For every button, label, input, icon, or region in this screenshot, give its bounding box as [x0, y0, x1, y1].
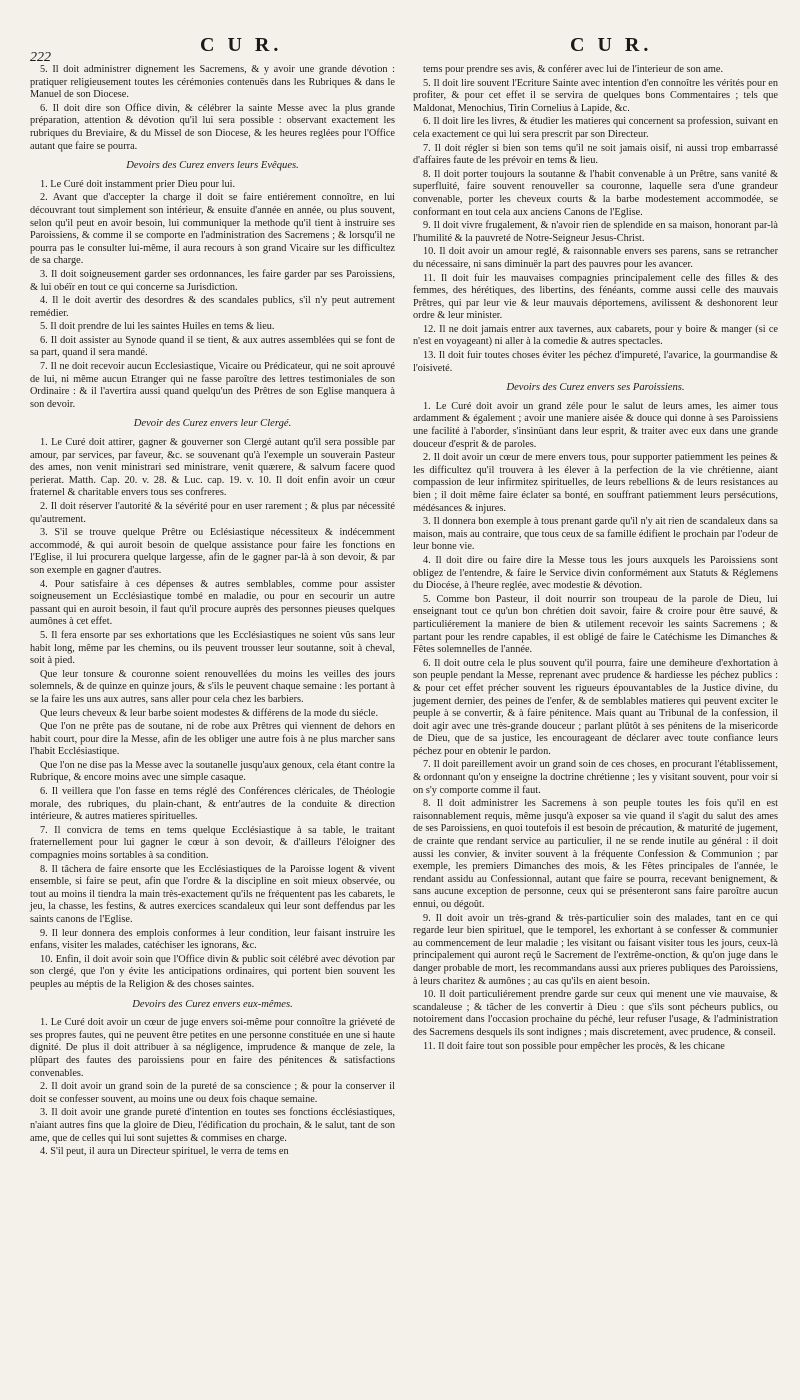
paragraph: 3. S'il se trouve quelque Prêtre ou Eclésiastique nécessiteux & indécemment accommodé, & qui auroit besoin de quelque assistance pour faire les fonctions en l'Eglise, il lui procurera quelque largesse, afin de le gagner par-là à son devoir, & par son exemple en gagner d'autres.: [30, 527, 395, 576]
paragraph: 2. Il doit avoir un cœur de mere envers tous, pour supporter patiemment les peines & les difficultez qu'il trouvera à les élever à la perfection de la vie chrétienne, aiant compassion de leur infirmitez spirituelles, de leurs rebellions & de leurs resistances au bien ; il doit même faire éclater sa bonté, en souffrant patiemment leurs persécutions, médésances & injures.: [413, 452, 778, 514]
paragraph: 8. Il tâchera de faire ensorte que les Ecclésiastiques de la Paroisse logent & vivent ensemble, si faire se peut, afin que l'ordre & la discipline en soit mieux observée, ou tout au moins il tiendra la main très-exactement qu'ils ne fréquentent pas les cabarets, le jeu, la chasse, les festins, & autres exercices scandaleux qui leur sont deffendus par les saints canons de l'Eglise.: [30, 863, 395, 925]
paragraph: 10. Il doit avoir un amour reglé, & raisonnable envers ses parens, sans se retrancher du nécessaire, ni sans diminuër la part des pauvres pour les avancer.: [413, 246, 778, 270]
section-heading: Devoirs des Curez envers eux-mêmes.: [132, 998, 293, 1010]
paragraph: Que leur tonsure & couronne soient renouvellées du moins les veilles des jours solemnels, & de quinze en quinze jours, & s'ils le peuvent chaque semaine : les portant à se la faire les uns aux autres, sans aller pour cela chez les barbiers.: [30, 668, 396, 705]
paragraph: 3. Il doit soigneusement garder ses ordonnances, les faire garder par ses Paroissiens, & lui obéïr en tout ce qui concerne sa Jurisdiction.: [30, 268, 395, 293]
paragraph: 5. Il doit administrer dignement les Sacremens, & y avoir une grande dévotion : pratiquer religieusement toutes les cérémonies contenuës dans les Rubriques & dans le Manuel de son Diocese.: [30, 64, 395, 101]
paragraph: 10. Enfin, il doit avoir soin que l'Office divin & public soit célébré avec dévotion par son clergé, que l'on y évite les anticipations ordinaires, qui portent bien souvent les peuples au méptis de la Religion & des choses saintes.: [30, 953, 395, 990]
paragraph: 7. Il doit pareillement avoir un grand soin de ces choses, en procurant l'établissement, & ordonnant qu'on y enseigne la doctrine chrétienne ; les y visitant souvent, pour voir si on s'y comporte comme il faut.: [413, 759, 778, 796]
section-heading: Devoirs des Curez envers leurs Evêques.: [126, 160, 299, 172]
paragraph: 5. Comme bon Pasteur, il doit nourrir son troupeau de la parole de Dieu, lui enseignant tout ce qu'un bon chrétien doit savoir, faire & croire pour être sauvé, & particuliérement la maniere de bien & utilement recevoir les saints Sacremens ; & partant pour les rendre capables, il est obligé de faire le Catéchisme les Dimanches & Fêtes solemnelles de l'année.: [413, 593, 778, 656]
paragraph: 13. Il doit fuir toutes choses éviter les péchez d'impureté, l'avarice, la gourmandise & l'oisiveté.: [413, 350, 778, 374]
paragraph: 5. Il doit lire souvent l'Ecriture Sainte avec intention d'en connoître les vérités pour en profiter, & pour cet effet il se servira de quelques bons Commentaires ; tels que Maldonat, Menochius, Tirin Cornelius à Lapide, &c.: [413, 77, 778, 114]
paragraph: 4. S'il peut, il aura un Directeur spirituel, le verra de tems en: [40, 1146, 289, 1158]
paragraph: 5. Il doit prendre de lui les saintes Huiles en tems & lieu.: [40, 321, 275, 333]
paragraph: 6. Il doit assister au Synode quand il se tient, & aux autres assemblées qui se font de sa part, quand il sera mandé.: [30, 334, 395, 359]
paragraph: 4. Il le doit avertir des desordres & des scandales publics, s'il n'y peut autrement remédier.: [30, 295, 395, 319]
paragraph: 9. Il leur donnera des emplois conformes à leur condition, leur faisant instruire les enfans, visiter les malades, catéchiser les ignorans, &c.: [30, 927, 395, 952]
paragraph: 1. Le Curé doit avoir un cœur de juge envers soi-même pour connoître la griéveté de ses propres fautes, qui ne peuvent être petites en une personne constituée en une si haute dignité. De plus il doit attribuer à sa négligence, imprudence & manque de zele, la plûpart des fautes des paroissiens pour en faire des pénitences & satisfactions convenables.: [30, 1017, 395, 1079]
paragraph: 5. Il fera ensorte par ses exhortations que les Ecclésiastiques ne soient vûs sans leur habit long, même par les chemins, ou ils peuvent trousser leur soutanne, soit à cheval, soit à pied.: [30, 629, 395, 667]
page-header: [30, 30, 778, 64]
running-head-right: C U R.: [570, 34, 653, 56]
paragraph: 6. Il doit lire les livres, & étudier les matieres qui concernent sa profession, suivant en cela exactement ce qui lui sera prescrit par son Directeur.: [413, 116, 778, 140]
paragraph: 7. Il doit régler si bien son tems qu'il ne soit jamais oisif, ni aussi trop embarrassé d'affaires faute de les prévoir en tems & lieu.: [413, 142, 778, 167]
paragraph: 4. Il doit dire ou faire dire la Messe tous les jours auxquels les Paroissiens sont obligez de l'entendre, & faire le Service divin conformément aux Statuts & Réglemens du Diocése, à l'heure reglée, avec modestie & dévotion.: [413, 554, 778, 592]
paragraph: 9. Il doit avoir un très-grand & très-particulier soin des malades, tant en ce qui regarde leur bien spirituel, que le temporel, les exhortant à se confesser & communier au commencement de leur maladie ; les visitant ou faisant visiter tous les jours, ceux-là principalement qui auront reçû le Sacrement de l'extrême-onction, & qu'on juge dans le danger probable de mort, les recommandans aussi aux prieres publiques des Paroissiens, à leurs charitez & aumônes ; au cas qu'ils en aient besoin.: [413, 912, 778, 987]
paragraph: 8. Il doit administrer les Sacremens à son peuple toutes les fois qu'il en est raisonnablement requis, même jusqu'à exposer sa vie quand il s'agit du salut des ames de ses Paroissiens, en quoi toutefois il est besoin de précaution, & maturité de jugement, de crainte que rendant service au particulier, il ne se rende inutile au général : il doit aussi les convier, & inviter souvent à la fréquente Confession & Communion ; par exemple, les premiers Dimanches des mois, & les Fêtes principales de l'année, le rendant assidu au Confessionnal, autant que faire se pourra, recevant benignement, & sans aucune exception de personne, ceux qui se présenteront sans faire paroître aucun ennui, ou dégoût.: [413, 798, 778, 910]
paragraph: 10. Il doit particuliérement prendre garde sur ceux qui menent une vie mauvaise, & scandaleuse ; & tâcher de les convertir à Dieu : que s'ils sont pécheurs publics, ou notoirement dans l'occasion prochaine du péché, leur refuser l'usage, & l'administration des Sacremens desquels ils sont indignes ; mais discretement, avec prudence, & conseil.: [413, 989, 778, 1038]
paragraph: 8. Il doit porter toujours la soutanne & l'habit convenable à un Prêtre, sans vanité & superfluité, faire souvent renouveller sa couronne, laquelle sera d'une grandeur convenable, porter les cheveux courts & la barbe modestement accommodée, se conformant en tout cela aux anciens Canons de l'Eglise.: [413, 168, 778, 218]
running-head-left: C U R.: [200, 34, 283, 56]
paragraph: 3. Il doit avoir une grande pureté d'intention en toutes ses fonctions écclésiastiques, n'aiant autres fins que la gloire de Dieu, l'édification du prochain, & le salut, tant de son ame, que de celles qui lui sont sujettes & commises en charge.: [30, 1107, 395, 1144]
paragraph: 1. Le Curé doit avoir un grand zéle pour le salut de leurs ames, les aimer tous ardamment & également ; avoir une maniere aisée & douce qui donne à ses Paroissiens une facilité à l'aborder, s'insinüant dans leur esprit, & traiter avec eux dans une grande douceur d'esprit & de paroles.: [413, 400, 778, 450]
paragraph: 7. Il ne doit recevoir aucun Ecclesiastique, Vicaire ou Prédicateur, qui ne soit aprouvé de lui, ni même aucun Etranger qui ne fasse paroître des lettres testimoniales de son Ordinaire : & il l'avertira aussi quand quelqu'un des Prêtres de son Eglise manquera à son devoir.: [30, 361, 395, 410]
text-columns: [30, 64, 778, 1160]
paragraph: 6. Il veillera que l'on fasse en tems réglé des Conférences cléricales, de Théologie morale, des rubriques, du plain-chant, & entr'autres de la conduite & direction intérieure, & autres matieres spirituelles.: [30, 786, 395, 823]
page-number: 222: [30, 50, 51, 65]
paragraph: 7. Il convicra de tems en tems quelque Ecclésiastique à sa table, le traitant fraternellement pour lui gagner le cœur à son devoir, & d'ailleurs l'éloigner des compagnies moins sortables à sa condition.: [30, 824, 395, 862]
paragraph: 9. Il doit vivre frugalement, & n'avoir rien de splendide en sa maison, honorant par-là l'humilité & la pauvreté de Notre-Seigneur Jesus-Christ.: [413, 220, 778, 244]
paragraph: Que l'on ne prête pas de soutane, ni de robe aux Prêtres qui viennent de dehors en habit court, pour dire la Messe, afin de les obliger une autre fois à ne plus marcher sans l'habit Ecclésiastique.: [30, 721, 395, 758]
paragraph: 2. Il doit réserver l'autorité & la sévérité pour en user rarement ; & plus par nécessité qu'autrement.: [30, 501, 395, 525]
paragraph: 4. Pour satisfaire à ces dépenses & autres semblables, comme pour assister soigneusement un Ecclésiastique tombé en maladie, ou pour en secourir un autre passant qui en auroit besoin, il faut qu'il procure auprès des personnes pieuses quelques aumônes à cet effet.: [30, 578, 395, 628]
paragraph: 6. Il doit outre cela le plus souvent qu'il pourra, faire une demiheure d'exhortation à son peuple pendant la Messe, reprenant avec prudence & hardiesse les péchez publics : & pour cet effet précher souvent les rigueurs épouvantables de la Justice divine, du jugement dernier, des peines de l'enfer, & de semblables matieres qui peuvent exciter le peuple à se convertir, & à faire pénitence. Mais quant au Tribunal de la confession, il doit agir avec une très-grande douceur ; parlant plûtôt à ses pénitens de la misericorde de Dieu, que de sa justice, les encourageant de déclarer avec toute confiance leurs péchez pour en obtenir le pardon.: [413, 657, 778, 757]
paragraph: tems pour prendre ses avis, & conférer avec lui de l'interieur de son ame.: [423, 64, 724, 75]
paragraph: 11. Il doit fuir les mauvaises compagnies principalement celle des filles & des femmes, des hérétiques, des libertins, des fénéants, comme aussi celle des mauvais Prêtres, qui par leur vie & leur mauvais déportemens, avilissent & deshonorent leur ordre & leur minister.: [413, 272, 778, 322]
paragraph: 1. Le Curé doit attirer, gagner & gouverner son Clergé autant qu'il sera possible par amour, par services, par faveur, &c. se souvenant qu'à l'exemple un souverain Pasteur des ames, non venit ministrari sed ministrare, venit quærere, & salvum facere quod perierat. Matth. Cap. 20. v. 28. & Luc. cap. 19. v. 10. Il doit enfin avoir un cœur fraternel & charitable envers tous ses confreres.: [30, 437, 395, 499]
paragraph: 11. Il doit faire tout son possible pour empêcher les procès, & les chicane: [423, 1040, 725, 1052]
right-column: [413, 64, 778, 1160]
left-column: [30, 64, 395, 1160]
paragraph: 2. Il doit avoir un grand soin de la pureté de sa conscience ; & pour la conserver il doit se confesser souvent, au moins une ou deux fois chaque semaine.: [30, 1081, 395, 1105]
paragraph: 6. Il doit dire son Office divin, & célébrer la sainte Messe avec la plus grande préparation, attention & dévotion qu'il lui sera possible : observant exactement les rubriques du Breviaire, & du Missel de son Diocese, & les heures reglées pour l'Office autant que faire se pourra.: [30, 102, 395, 152]
paragraph: 2. Avant que d'accepter la charge il doit se faire entiérement connoître, en lui découvrant tout simplement son intérieur, & ensuite d'année en année, ou plus souvent, selon qu'il peut en avoir besoin, lui communiquer la methode qu'il tient à instruire ses Paroissiens, & comme il se comporte en l'administration des Sacremens ; & lorsqu'il ne pourra pas le consulter lui-même, il aura recours à son grand Vicaire sur les difficultez de sa charge.: [30, 192, 395, 267]
section-heading: Devoir des Curez envers leur Clergé.: [133, 418, 292, 430]
paragraph: 3. Il donnera bon exemple à tous prenant garde qu'il n'y ait rien de scandaleux dans sa maison, mais au contraire, que tous ceux de sa famille édifient le prochain par l'odeur de leur bonne vie.: [413, 516, 778, 553]
paragraph: Que leurs cheveux & leur barbe soient modestes & différens de la mode du siécle.: [40, 707, 379, 719]
paragraph: Que l'on ne dise pas la Messe avec la soutanelle jusqu'aux genoux, cela étant contre la Rubrique, & encore moins avec une simple casaque.: [30, 759, 395, 784]
paragraph: 12. Il ne doit jamais entrer aux tavernes, aux cabarets, pour y boire & manger (si ce n'est en voyageant) ni aller à la comedie & autres spectacles.: [413, 323, 778, 348]
section-heading: Devoirs des Curez envers ses Paroissiens.: [506, 382, 685, 394]
paragraph: 1. Le Curé doit instamment prier Dieu pour lui.: [40, 178, 236, 190]
